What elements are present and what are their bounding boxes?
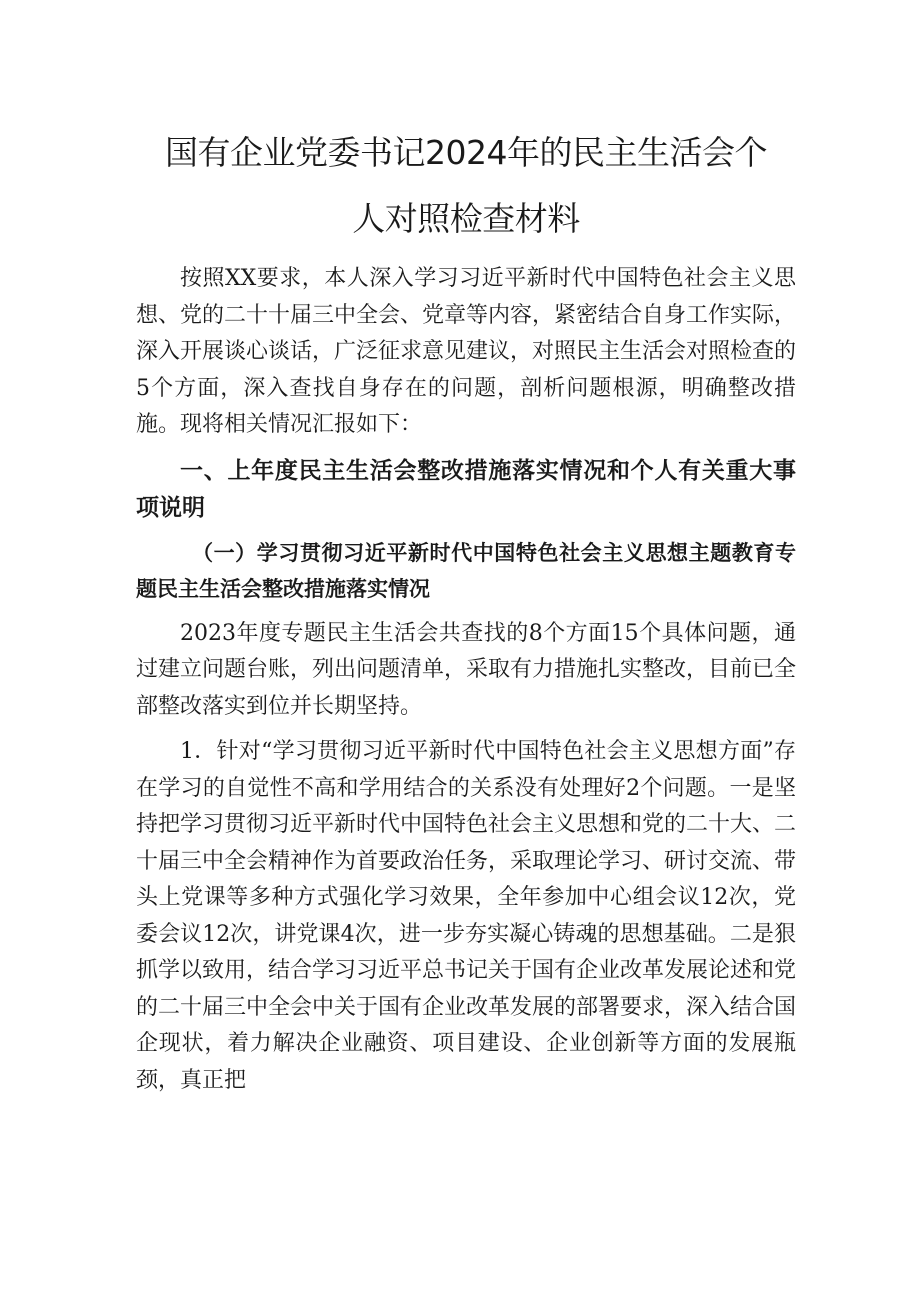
item-1-paragraph: 1．针对“学习贯彻习近平新时代中国特色社会主义思想方面”存在学习的自觉性不高和学用结合的关系没有处理好2个问题。一是坚持把学习贯彻习近平新时代中国特色社会主义思想和党的二十大、二十届三中全会精神作为首要政治任务，采取理论学习、研讨交流、带头上党课等多种方式强化学习效果，全年参加中心组会议12次，党委会议12次，讲党课4次，进一步夯实凝心铸魂的思想基础。二是狠抓学以致用，结合学习习近平总书记关于国有企业改革发展论述和党的二十届三中全会中关于国有企业改革发展的部署要求，深入结合国企现状，着力解决企业融资、项目建设、企业创新等方面的发展瓶颈，真正把	[136, 739, 797, 1093]
subsection-1-heading: （一）学习贯彻习近平新时代中国特色社会主义思想主题教育专题民主生活会整改措施落实情况	[136, 539, 796, 601]
title-line-2: 人对照检查材料	[352, 199, 580, 238]
document-page	[136, 120, 796, 1099]
document-title	[136, 120, 796, 252]
problem-summary-paragraph: 2023年度专题民主生活会共查找的8个方面15个具体问题，通过建立问题台账，列出问题清单，采取有力措施扎实整改，目前已全部整改落实到位并长期坚持。	[136, 620, 797, 719]
intro-paragraph: 按照XX要求，本人深入学习习近平新时代中国特色社会主义思想、党的二十十届三中全会、党章等内容，紧密结合自身工作实际，深入开展谈心谈话，广泛征求意见建议，对照民主生活会对照检查的5个方面，深入查找自身存在的问题，剖析问题根源，明确整改措施。现将相关情况汇报如下：	[136, 266, 797, 437]
section-1-heading: 一、上年度民主生活会整改措施落实情况和个人有关重大事项说明	[136, 457, 796, 521]
title-line-1: 国有企业党委书记2024年的民主生活会个	[165, 133, 767, 172]
